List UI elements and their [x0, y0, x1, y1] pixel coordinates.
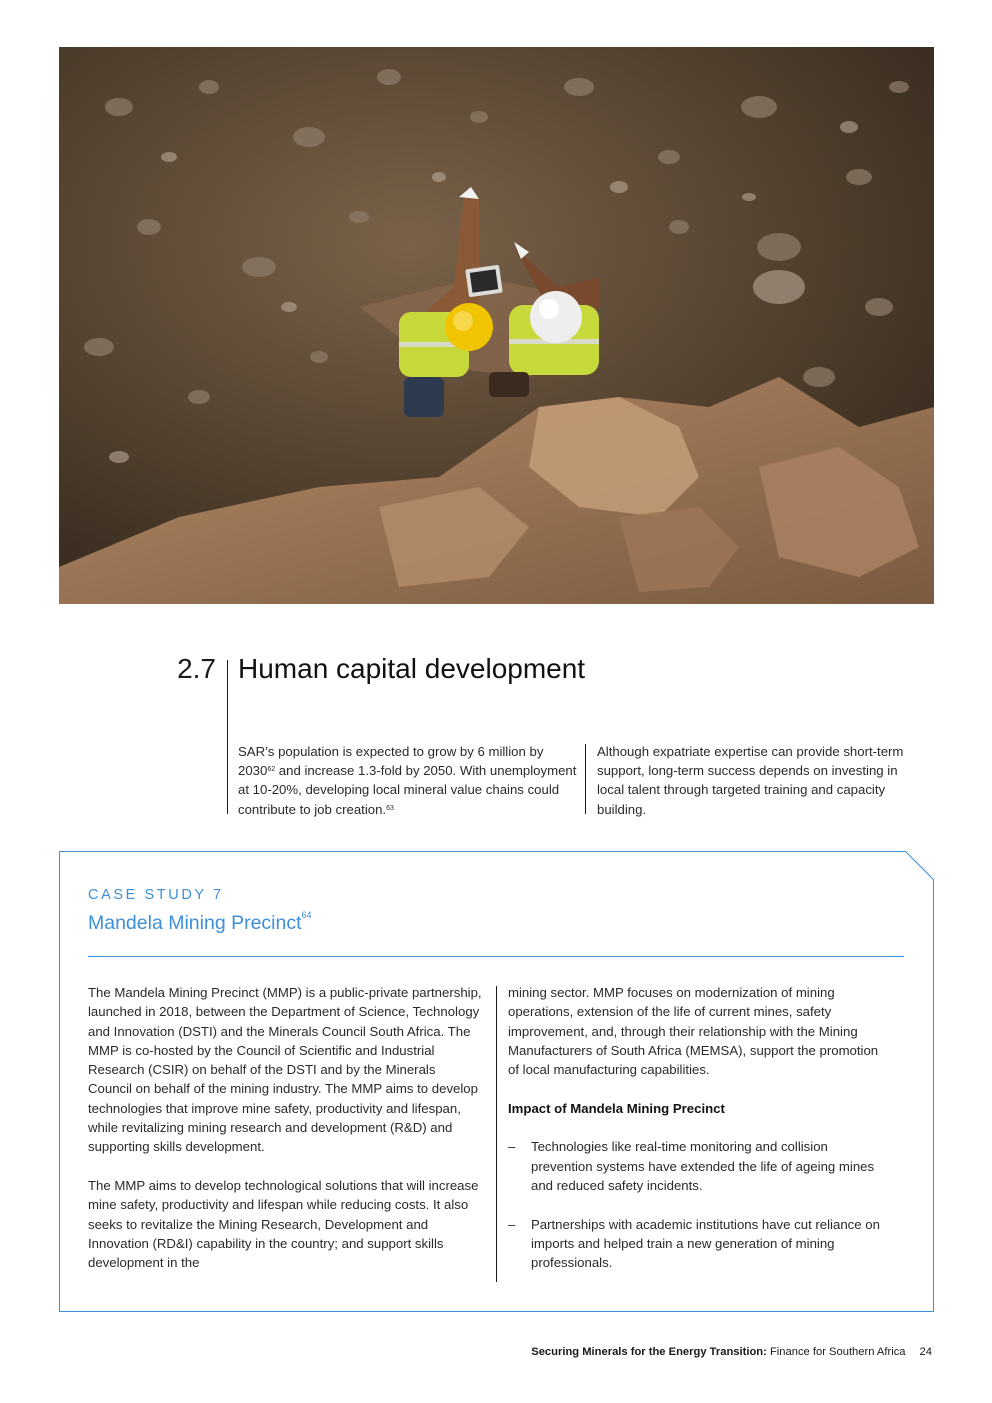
case-study-title-rule	[88, 956, 904, 957]
case-study-title: Mandela Mining Precinct$^{64}$	[88, 910, 312, 934]
intro-column-divider	[585, 744, 586, 814]
footnote-ref[interactable]: 62	[267, 766, 276, 774]
intro-left-paragraph: SAR’s population is expected to grow by 6 million by 2030$^{62}$ and increase 1.3-fold by 2050. With unemployment at 10-20%, developing local mineral value chains could contribute to job creation.$^{63}$	[238, 744, 577, 817]
case-column-divider	[496, 986, 497, 1282]
section-number: 2.7	[177, 653, 216, 684]
footer-title-rest: Finance for Southern Africa	[766, 1346, 906, 1358]
footnote-ref[interactable]: 63	[386, 804, 394, 812]
case-paragraph-2: The MMP aims to develop technological solutions that will increase mine safety, productivity and lifespan while reducing costs. It also seeks to revitalize the Mining Research, Development and Innovation (RD&I) capability in the country; and support skills development in the	[88, 1177, 479, 1271]
footer-title-bold: Securing Minerals for the Energy Transition:	[531, 1346, 767, 1358]
list-item: – Partnerships with academic institutions have cut reliance on imports and helped train a new generation of mining professionals.	[508, 1216, 880, 1271]
page-footer	[531, 1346, 932, 1358]
bullet-dash: –	[508, 1139, 516, 1155]
section-divider	[227, 660, 228, 814]
section-title: Human capital development	[238, 653, 586, 684]
hero-photo	[59, 47, 934, 604]
case-study-label: CASE STUDY 7	[88, 887, 224, 903]
case-study-left-column	[88, 983, 483, 1292]
case-study-right-column	[508, 983, 888, 1292]
intro-right-paragraph: Although expatriate expertise can provide short-term support, long-term success depends on investing in local talent through targeted training and capacity building.	[597, 744, 904, 817]
page-number: 24	[919, 1346, 932, 1358]
bullet-dash: –	[508, 1216, 516, 1232]
case-paragraph-1: The Mandela Mining Precinct (MMP) is a public-private partnership, launched in 2018, between the Department of Science, Technology and Innovation (DSTI) and the Minerals Council South Africa. The MMP is co-hosted by the Council of Scientific and Industrial Research (CSIR) on behalf of the DSTI and by the Minerals Council on behalf of the mining industry. The MMP aims to develop technologies that improve mine safety, productivity and lifespan, while revitalizing mining research and development (R&D) and supporting skills development.	[88, 985, 482, 1155]
mine-workers-illustration	[59, 47, 934, 604]
footnote-ref[interactable]: 64	[301, 910, 312, 920]
impact-heading: Impact of Mandela Mining Precinct	[508, 1100, 725, 1116]
list-item: – Technologies like real-time monitoring and collision prevention systems have extended the life of ageing mines and reduced safety incidents.	[508, 1139, 875, 1193]
case-paragraph-3: mining sector. MMP focuses on modernization of mining operations, extension of the life of current mines, safety improvement, and, through their relationship with the Mining Manufacturers of South Africa (MEMSA), support the promotion of local manufacturing capabilities.	[508, 985, 879, 1078]
